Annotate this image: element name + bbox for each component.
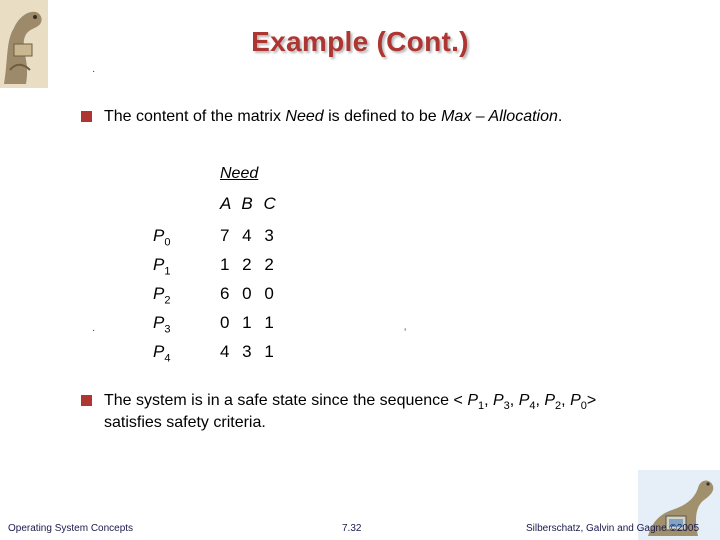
need-table-header: Need	[220, 165, 259, 182]
slide-title: Example (Cont.)	[251, 26, 469, 57]
bullet-safe-state-line2: satisfies safety criteria.	[104, 414, 266, 431]
sequence-item: $P_4$,	[518, 392, 545, 413]
stray-dot: ·	[92, 325, 96, 336]
process-label: $P_2$	[153, 284, 171, 307]
bullet-square-icon	[81, 395, 92, 406]
footer-course-title: Operating System Concepts	[8, 523, 134, 534]
text-suffix: .	[557, 108, 563, 125]
need-values: 0 1 1	[220, 313, 278, 332]
sequence-item: $P_2$,	[544, 392, 571, 413]
process-label: $P_3$	[153, 313, 171, 336]
need-term: Need	[285, 108, 324, 125]
sequence-item: $P_3$,	[493, 392, 519, 413]
process-label: $P_1$	[153, 255, 171, 278]
need-values: 1 2 2	[220, 255, 278, 274]
stray-dot: ·	[92, 66, 96, 77]
need-values: 7 4 3	[220, 226, 278, 245]
bullet-need-definition	[104, 106, 562, 128]
need-values: 6 0 0	[220, 284, 278, 303]
bullet-square-icon	[81, 111, 92, 122]
resource-columns-header: A B C	[220, 194, 279, 213]
process-label: $P_0$	[153, 226, 171, 249]
process-label: $P_4$	[153, 342, 171, 365]
max-allocation-formula: Max – Allocation	[441, 108, 558, 125]
footer-page-number: 7.32	[342, 523, 362, 534]
text-prefix: The content of the matrix	[104, 108, 286, 125]
text-mid: is defined to be	[323, 108, 442, 125]
text-safe-state: The system is in a safe state since the sequence <	[104, 392, 468, 409]
sequence-item: $P_1$,	[467, 392, 493, 413]
need-values: 4 3 1	[220, 342, 278, 361]
sequence-item: $P_0>$	[570, 392, 597, 413]
stray-dot: ʼ	[404, 328, 407, 339]
footer-copyright: Silberschatz, Galvin and Gagne ©2005	[526, 523, 700, 534]
